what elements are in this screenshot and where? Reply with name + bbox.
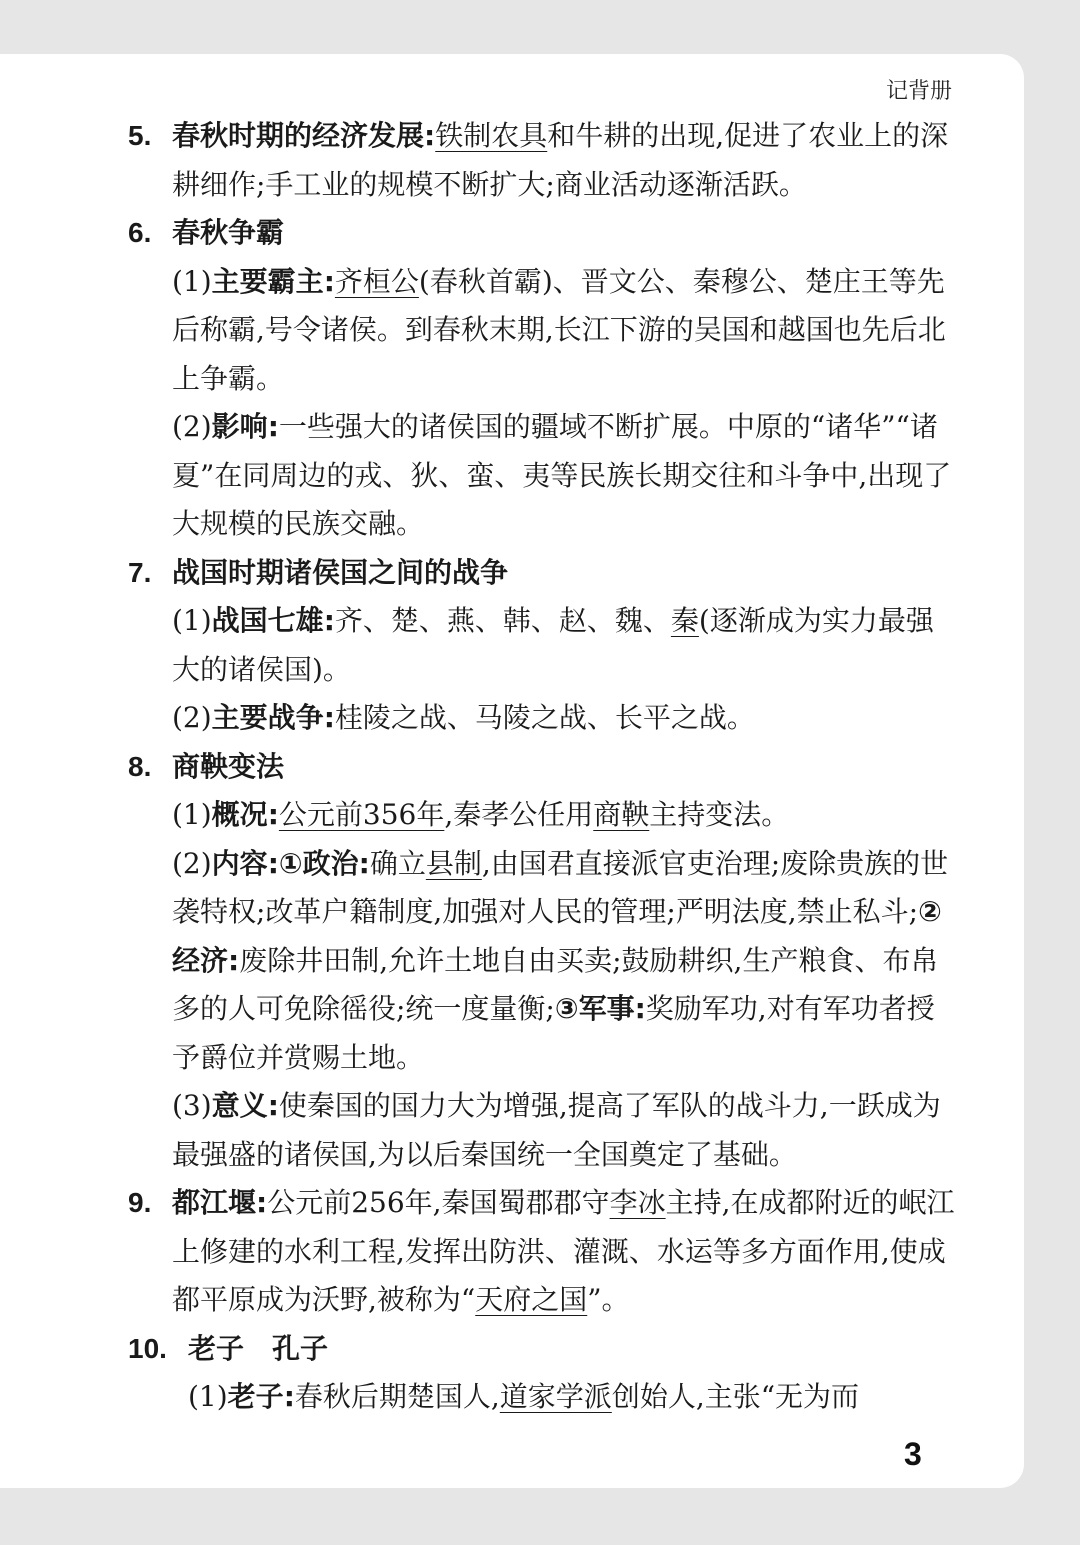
body-text: 创始人,主张“无为而: [611, 1380, 860, 1413]
key-term: 齐桓公: [334, 264, 419, 298]
key-term: 县制: [425, 846, 482, 880]
key-term: 秦: [670, 604, 699, 637]
note-item-6-sub-1: [128, 258, 958, 404]
body-text: 使秦国的国力大为增强,提高了军队的战斗力,一跃成为最强盛的诸侯国,为以后秦国统一全国奠定了基础。: [172, 1089, 941, 1171]
body-text: 一些强大的诸侯国的疆域不断扩展。中原的“诸华”“诸夏”在同周边的戎、狄、蛮、夷等民族长期交往和斗争中,出现了大规模的民族交融。: [172, 410, 952, 540]
note-item-7: [128, 549, 958, 598]
note-item-5: [128, 112, 958, 209]
key-term: 铁制农具: [435, 119, 548, 152]
colon: :: [358, 846, 370, 880]
sub-prefix: (2): [172, 410, 212, 443]
page-number: 3: [904, 1436, 922, 1472]
sub-prefix: (3): [172, 1089, 212, 1122]
colon: :: [323, 264, 335, 298]
item-number: 6.: [128, 217, 152, 248]
colon: :: [228, 943, 240, 977]
key-term: 天府之国: [475, 1283, 588, 1316]
sub-label: 内容: [211, 846, 268, 880]
book-section-label: 记背册: [885, 79, 952, 104]
body-text: 桂陵之战、马陵之战、长平之战。: [334, 701, 755, 734]
item-title: 老子 孔子: [188, 1331, 329, 1365]
note-item-7-sub-2: [128, 694, 958, 743]
colon: :: [323, 701, 335, 734]
body-text: 奖励军功,对有军功者授予爵位并赏赐土地。: [172, 992, 935, 1074]
note-item-8-sub-2: [128, 840, 958, 1083]
sub-label: 老子: [227, 1380, 284, 1413]
body-text: ”。: [587, 1283, 630, 1316]
item-title: 战国时期诸侯国之间的战争: [172, 555, 509, 589]
item-number: 10.: [128, 1332, 167, 1364]
notes-content: [128, 112, 958, 1422]
note-item-6-sub-2: [128, 403, 958, 549]
body-text: 主持变法。: [649, 798, 790, 831]
body-text: 公元前256年,秦国蜀郡郡守: [267, 1186, 610, 1219]
colon: :: [323, 604, 335, 637]
item-number: 8.: [128, 750, 152, 782]
body-text: (春秋首霸)、晋文公、秦穆公、楚庄王等先后称霸,号令诸侯。到春秋末期,长江下游的吴国和越国也先后北上争霸。: [172, 264, 946, 395]
item-title: 都江堰: [172, 1186, 257, 1219]
sub-prefix: (2): [172, 846, 212, 880]
body-text: 确立: [369, 846, 426, 880]
note-item-7-sub-1: [128, 597, 958, 694]
body-text: 齐、楚、燕、韩、赵、魏、: [334, 604, 671, 637]
key-term: 商鞅: [593, 798, 650, 831]
body-text: 废除井田制,允许土地自由买卖;鼓励耕织,生产粮食、布帛多的人可免除徭役;统一度量衡;: [172, 943, 939, 1025]
colon: :: [283, 1380, 295, 1413]
sub-label: 战国七雄: [211, 604, 324, 637]
body-text: (逐渐成为实力最强大的诸侯国)。: [172, 604, 934, 686]
sub-prefix: (1): [172, 264, 212, 298]
colon: :: [267, 846, 279, 880]
note-item-9: [128, 1179, 958, 1325]
sub-prefix: (1): [188, 1380, 228, 1413]
sub-label: 意义: [211, 1089, 268, 1122]
item-title: 商鞅变法: [172, 749, 285, 783]
colon: :: [267, 1089, 279, 1122]
body-text: 和牛耕的出现,促进了农业上的深耕细作;手工业的规模不断扩大;商业活动逐渐活跃。: [172, 119, 949, 201]
note-item-8-sub-3: [128, 1082, 958, 1179]
marker-label: ①政治: [278, 846, 359, 880]
colon: :: [256, 1186, 268, 1219]
note-item-8-sub-1: [128, 791, 958, 840]
note-item-10-sub-1: [128, 1373, 958, 1422]
sub-label: 主要战争: [211, 701, 324, 734]
sub-prefix: (2): [172, 701, 212, 734]
marker-label: ③军事: [554, 992, 635, 1025]
item-title: 春秋时期的经济发展: [172, 119, 425, 152]
item-number: 9.: [128, 1187, 152, 1218]
colon: :: [267, 798, 279, 831]
key-term: 公元前356年: [278, 798, 445, 831]
key-term: 道家学派: [499, 1380, 612, 1413]
note-item-8: [128, 743, 958, 792]
colon: :: [267, 410, 279, 443]
note-item-10: [128, 1325, 958, 1374]
marker-label: ②经济: [172, 895, 942, 977]
item-number: 5.: [128, 120, 152, 151]
sub-label: 概况: [211, 798, 268, 831]
page-sheet: [0, 54, 1024, 1488]
colon: :: [634, 992, 646, 1025]
body-text: 主持,在成都附近的岷江上修建的水利工程,发挥出防洪、灌溉、水运等多方面作用,使成都平原成为沃野,被称为“: [172, 1186, 955, 1316]
item-number: 7.: [128, 556, 152, 588]
note-item-6: [128, 209, 958, 258]
key-term: 李冰: [609, 1186, 666, 1219]
sub-prefix: (1): [172, 798, 212, 831]
body-text: 春秋后期楚国人,: [294, 1380, 500, 1413]
sub-prefix: (1): [172, 604, 212, 637]
item-title: 春秋争霸: [172, 216, 285, 249]
body-text: ,秦孝公任用: [444, 798, 594, 831]
colon: :: [424, 119, 436, 152]
body-text: ,由国君直接派官吏治理;废除贵族的世袭特权;改革户籍制度,加强对人民的管理;严明法度,禁止私斗;: [172, 846, 949, 928]
sub-label: 主要霸主: [211, 264, 324, 298]
sub-label: 影响: [211, 410, 268, 443]
